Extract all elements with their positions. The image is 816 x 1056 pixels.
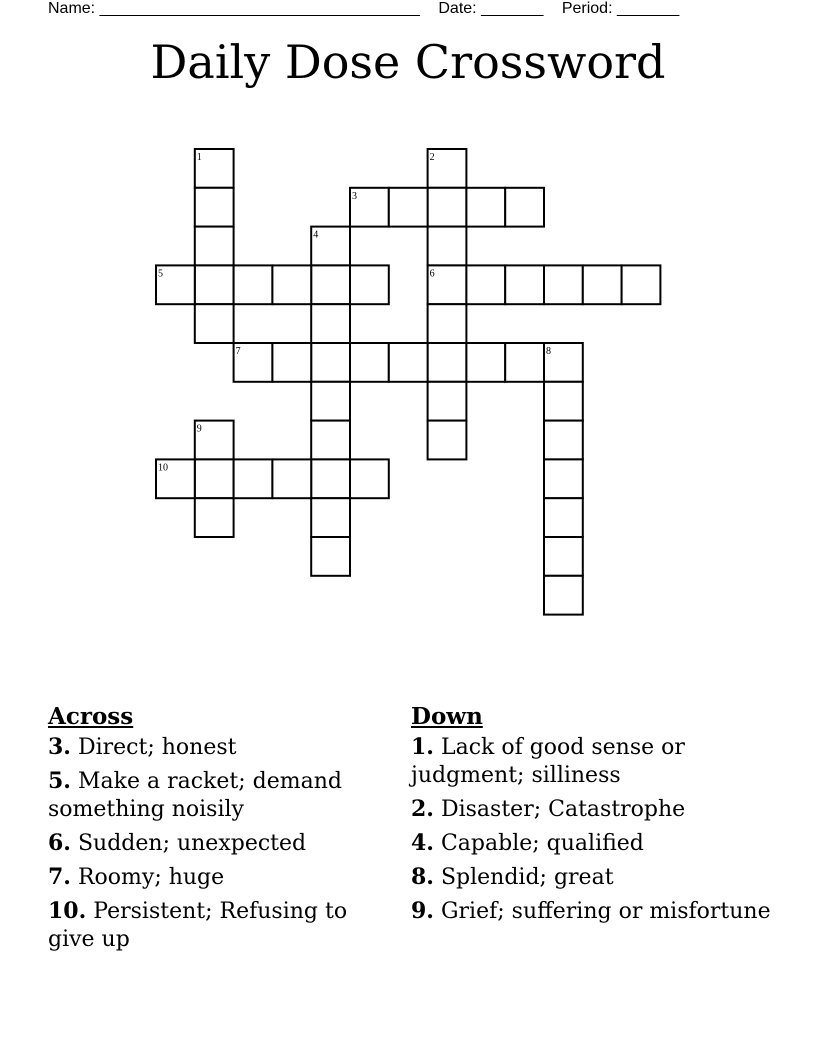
- grid-cell[interactable]: [272, 265, 311, 304]
- clue-down-4: 4. Capable; qualified: [411, 830, 644, 856]
- page-title: Daily Dose Crossword: [150, 35, 666, 89]
- grid-cell[interactable]: [428, 382, 467, 421]
- clue-across-3: 3. Direct; honest: [48, 734, 237, 760]
- grid-cell[interactable]: [311, 459, 350, 498]
- grid-cell[interactable]: [505, 188, 544, 227]
- grid-cell[interactable]: [466, 265, 505, 304]
- grid-cell[interactable]: [389, 343, 428, 382]
- grid-cell[interactable]: [544, 537, 583, 576]
- clue-across-6: 6. Sudden; unexpected: [48, 830, 307, 856]
- grid-cell[interactable]: [311, 421, 350, 460]
- clue-number-3: 3: [352, 190, 357, 202]
- grid-cell[interactable]: [195, 265, 234, 304]
- grid-cell[interactable]: [311, 498, 350, 537]
- grid-cell[interactable]: [311, 382, 350, 421]
- grid-cell[interactable]: [350, 265, 389, 304]
- clue-down-8: 8. Splendid; great: [411, 864, 614, 890]
- grid-cell[interactable]: [466, 188, 505, 227]
- grid-cell[interactable]: [350, 343, 389, 382]
- grid-cell[interactable]: [311, 304, 350, 343]
- grid-cell[interactable]: [544, 265, 583, 304]
- grid-cell[interactable]: [195, 227, 234, 266]
- grid-cell[interactable]: [583, 265, 622, 304]
- grid-cell[interactable]: [195, 304, 234, 343]
- grid-cell[interactable]: [505, 265, 544, 304]
- grid-cell[interactable]: [466, 343, 505, 382]
- grid-cell[interactable]: [544, 382, 583, 421]
- clue-number-10: 10: [158, 462, 168, 474]
- grid-cell[interactable]: [311, 537, 350, 576]
- clue-number-6: 6: [429, 268, 435, 280]
- clue-number-1: 1: [196, 152, 202, 163]
- clue-number-8: 8: [546, 346, 551, 357]
- clue-across-10: 10. Persistent; Refusing to give up: [48, 898, 348, 952]
- clue-across-7: 7. Roomy; huge: [48, 864, 225, 890]
- grid-cell[interactable]: [544, 421, 583, 460]
- date-field: Date: _______: [438, 0, 544, 17]
- across-heading: Across: [48, 703, 134, 730]
- grid-cell[interactable]: [234, 265, 273, 304]
- clue-number-7: 7: [235, 346, 241, 357]
- grid-cell[interactable]: [195, 498, 234, 537]
- grid-cell[interactable]: [428, 227, 467, 266]
- clue-down-2: 2. Disaster; Catastrophe: [411, 796, 686, 822]
- grid-cell[interactable]: [234, 459, 273, 498]
- grid-cell[interactable]: [428, 421, 467, 460]
- clue-number-2: 2: [429, 152, 435, 163]
- grid-cell[interactable]: [311, 265, 350, 304]
- grid-cell[interactable]: [622, 265, 661, 304]
- grid-cell[interactable]: [428, 304, 467, 343]
- name-field: Name: ____________________________________: [48, 0, 420, 17]
- grid-cell[interactable]: [195, 459, 234, 498]
- grid-cell[interactable]: [389, 188, 428, 227]
- grid-cell[interactable]: [311, 343, 350, 382]
- clue-across-5: 5. Make a racket; demand something noisily: [48, 768, 342, 822]
- down-heading: Down: [411, 703, 483, 730]
- grid-cell[interactable]: [505, 343, 544, 382]
- grid-cell[interactable]: [428, 343, 467, 382]
- grid-cell[interactable]: [350, 459, 389, 498]
- clue-number-9: 9: [196, 423, 202, 435]
- grid-cell[interactable]: [544, 498, 583, 537]
- grid-cell[interactable]: [272, 459, 311, 498]
- down-clues: [411, 701, 771, 931]
- grid-cell[interactable]: [428, 188, 467, 227]
- clue-number-5: 5: [158, 268, 163, 280]
- grid-cell[interactable]: [195, 188, 234, 227]
- clue-number-4: 4: [313, 229, 319, 241]
- clue-down-1: 1. Lack of good sense or judgment; silliness: [411, 734, 685, 788]
- grid-cell[interactable]: [272, 343, 311, 382]
- period-field: Period: _______: [561, 0, 680, 17]
- clue-down-9: 9. Grief; suffering or misfortune: [411, 898, 771, 924]
- grid-cell[interactable]: [544, 576, 583, 615]
- grid-cell[interactable]: [544, 459, 583, 498]
- across-clues: [48, 701, 398, 959]
